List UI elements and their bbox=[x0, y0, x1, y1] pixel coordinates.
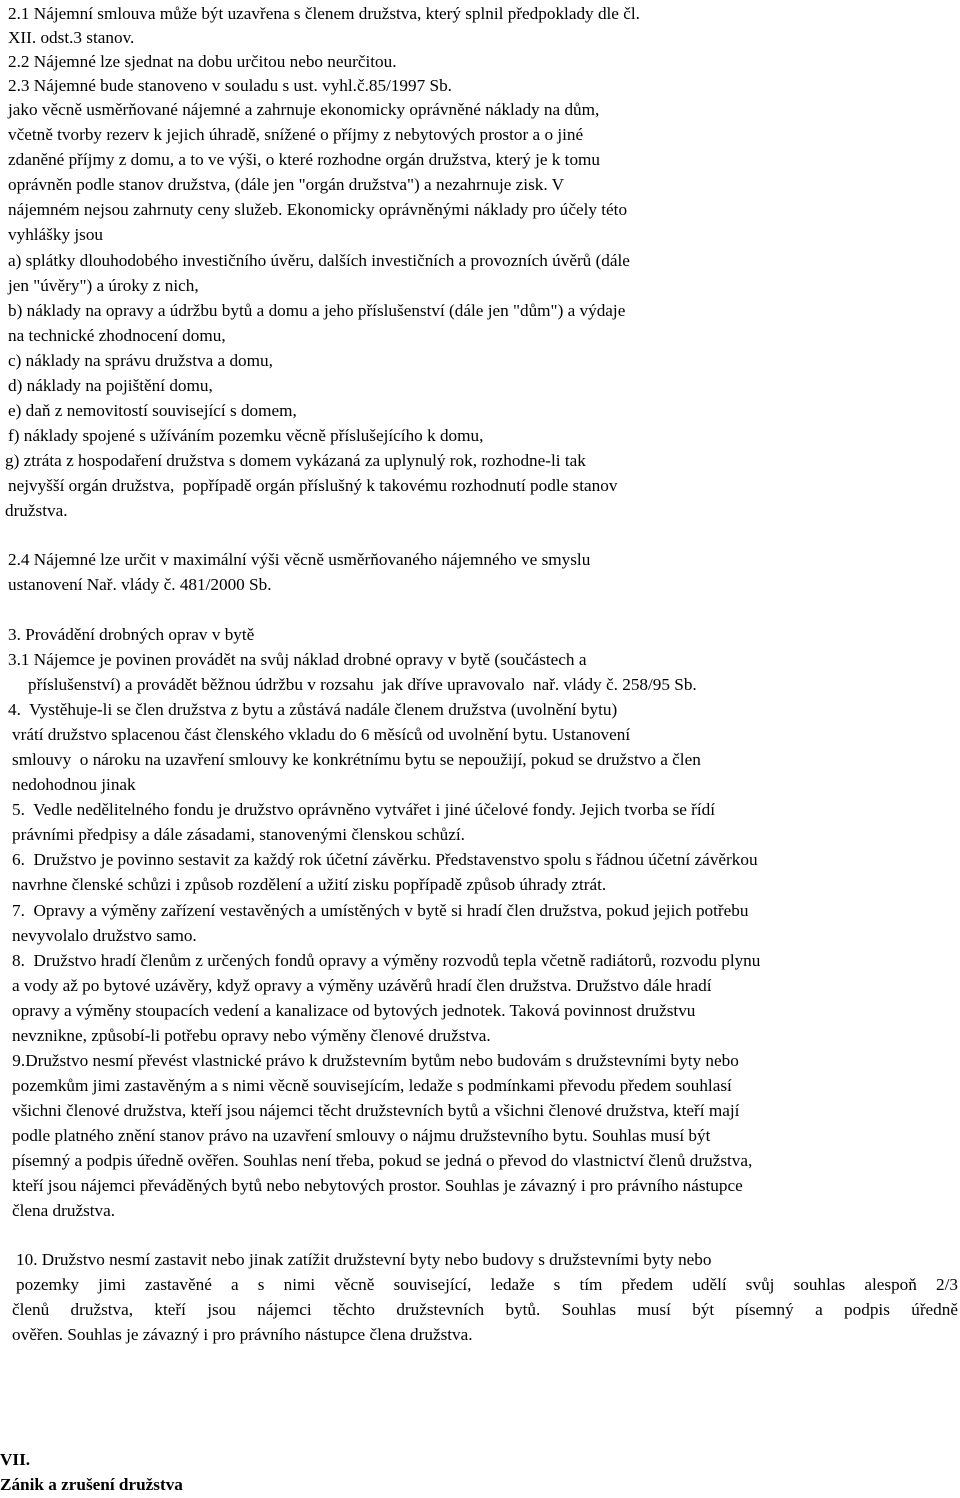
text-line: včetně tvorby rezerv k jejich úhradě, snížené o příjmy z nebytových prostor a o jiné bbox=[8, 125, 584, 144]
point-8-end: nevznikne, způsobí-li potřebu opravy nebo výměny členové družstva. bbox=[12, 1026, 491, 1045]
point-10: 10. Družstvo nesmí zastavit nebo jinak zatížit družstevní byty nebo budovy s družstevními byty nebo bbox=[16, 1250, 712, 1269]
point-5-cont: právními předpisy a dále zásadami, stanovenými členskou schůzí. bbox=[12, 825, 465, 844]
text-line-2-2: 2.2 Nájemné lze sjednat na dobu určitou nebo neurčitou. bbox=[8, 52, 397, 71]
list-item-d: d) náklady na pojištění domu, bbox=[8, 376, 213, 395]
point-9-cont: kteří jsou nájemci převáděných bytů nebo nebytových prostor. Souhlas je závazný i pro právního nástupce bbox=[12, 1176, 743, 1195]
point-9-cont: podle platného znění stanov právo na uzavření smlouvy o nájmu družstevního bytu. Souhlas musí být bbox=[12, 1126, 711, 1145]
point-4-cont: smlouvy o nároku na uzavření smlouvy ke konkrétnímu bytu se nepoužijí, pokud se družstvo a člen bbox=[12, 750, 701, 769]
text-line-2-4-cont: ustanovení Nař. vlády č. 481/2000 Sb. bbox=[8, 575, 272, 594]
list-item-b: b) náklady na opravy a údržbu bytů a domu a jeho příslušenství (dále jen "dům") a výdaje bbox=[8, 301, 626, 320]
list-item-a-cont: jen "úvěry") a úroky z nich, bbox=[8, 276, 199, 295]
point-4: 4. Vystěhuje-li se člen družstva z bytu a zůstává nadále členem družstva (uvolnění bytu) bbox=[8, 700, 618, 719]
text-line-2-3: 2.3 Nájemné bude stanoveno v souladu s ust. vyhl.č.85/1997 Sb. bbox=[8, 76, 452, 95]
text-line: oprávněn podle stanov družstva, (dále jen "orgán družstva") a nezahrnuje zisk. V bbox=[8, 175, 565, 194]
text-line-2-4: 2.4 Nájemné lze určit v maximální výši věcně usměrňovaného nájemného ve smyslu bbox=[8, 550, 591, 569]
point-8-cont: a vody až po bytové uzávěry, když opravy a výměny uzávěrů hradí člen družstva. Družstvo dále hradí bbox=[12, 976, 712, 995]
list-item-c: c) náklady na správu družstva a domu, bbox=[8, 351, 273, 370]
point-6-cont: navrhne členské schůzi i způsob rozdělení a užití zisku popřípadě způsob úhrady ztrát. bbox=[12, 875, 607, 894]
text-line-3-1: 3.1 Nájemce je povinen provádět na svůj náklad drobné opravy v bytě (součástech a bbox=[8, 650, 587, 669]
point-9-cont: pozemkům jimi zastavěným a s nimi věcně souvisejícím, ledaže s podmínkami převodu předem souhlasí bbox=[12, 1076, 732, 1095]
point-6: 6. Družstvo je povinno sestavit za každý rok účetní závěrku. Představenstvo spolu s řádnou účetní závěrkou bbox=[12, 850, 758, 869]
list-item-e: e) daň z nemovitostí související s domem, bbox=[8, 401, 297, 420]
point-4-end: nedohodnou jinak bbox=[12, 775, 136, 794]
text-line: zdaněné příjmy z domu, a to ve výši, o které rozhodne orgán družstva, který je k tomu bbox=[8, 150, 601, 169]
point-5: 5. Vedle nedělitelného fondu je družstvo oprávněno vytvářet i jiné účelové fondy. Jejich tvorba se řídí bbox=[12, 800, 716, 819]
list-item-g: g) ztráta z hospodaření družstva s domem vykázaná za uplynulý rok, rozhodne-li tak bbox=[5, 451, 586, 470]
point-7-cont: nevyvolalo družstvo samo. bbox=[12, 926, 197, 945]
point-10-cont: členů družstva, kteří jsou nájemci těchto družstevních bytů. Souhlas musí být písemný a podpis úředně bbox=[12, 1300, 958, 1319]
text-line-3-1-cont: příslušenství) a provádět běžnou údržbu v rozsahu jak dříve upravovalo nař. vlády č. 258/95 Sb. bbox=[28, 675, 697, 694]
point-9: 9.Družstvo nesmí převést vlastnické právo k družstevním bytům nebo budovám s družstevními byty nebo bbox=[8, 1051, 739, 1070]
list-item-g-end: družstva. bbox=[5, 501, 68, 520]
point-9-cont: všichni členové družstva, kteří jsou nájemci těcht družstevních bytů a všichni členové družstva, kteří mají bbox=[12, 1101, 740, 1120]
list-item-f: f) náklady spojené s užíváním pozemku věcně příslušejícího k domu, bbox=[8, 426, 484, 445]
point-4-cont: vrátí družstvo splacenou část členského vkladu do 6 měsíců od uvolnění bytu. Ustanovení bbox=[12, 725, 631, 744]
list-item-b-cont: na technické zhodnocení domu, bbox=[8, 326, 226, 345]
text-line-2-1-cont: XII. odst.3 stanov. bbox=[8, 28, 135, 47]
list-item-a: a) splátky dlouhodobého investičního úvěru, dalších investičních a provozních úvěrů (dále bbox=[8, 251, 630, 270]
point-9-cont: písemný a podpis úředně ověřen. Souhlas není třeba, pokud se jedná o převod do vlastnictví členů družstva, bbox=[12, 1151, 753, 1170]
point-10-end: ověřen. Souhlas je závazný i pro právního nástupce člena družstva. bbox=[12, 1325, 473, 1344]
point-9-end: člena družstva. bbox=[12, 1201, 116, 1220]
point-8-cont: opravy a výměny stoupacích vedení a kanalizace od bytových jednotek. Taková povinnost družstvu bbox=[12, 1001, 696, 1020]
point-7: 7. Opravy a výměny zařízení vestavěných a umístěných v bytě si hradí člen družstva, pokud jejich potřebu bbox=[12, 901, 749, 920]
text-line: nájemném nejsou zahrnuty ceny služeb. Ekonomicky oprávněnými náklady pro účely této bbox=[8, 200, 628, 219]
list-item-g-cont: nejvyšší orgán družstva, popřípadě orgán příslušný k takovému rozhodnutí podle stanov bbox=[8, 476, 618, 495]
text-line: jako věcně usměrňované nájemné a zahrnuje ekonomicky oprávněné náklady na dům, bbox=[8, 100, 600, 119]
chapter-number: VII. bbox=[0, 1450, 31, 1469]
text-line-2-1: 2.1 Nájemní smlouva může být uzavřena s členem družstva, který splnil předpoklady dle čl. bbox=[8, 4, 640, 23]
chapter-title: Zánik a zrušení družstva bbox=[0, 1475, 183, 1494]
section-heading-3: 3. Provádění drobných oprav v bytě bbox=[8, 625, 255, 644]
point-8: 8. Družstvo hradí členům z určených fondů opravy a výměny rozvodů tepla včetně radiátorů, rozvodu plynu bbox=[12, 951, 761, 970]
point-10-cont: pozemky jimi zastavěné a s nimi věcně související, ledaže s tím předem udělí svůj souhlas alespoň 2/3 bbox=[16, 1275, 958, 1294]
text-line: vyhlášky jsou bbox=[8, 225, 104, 244]
